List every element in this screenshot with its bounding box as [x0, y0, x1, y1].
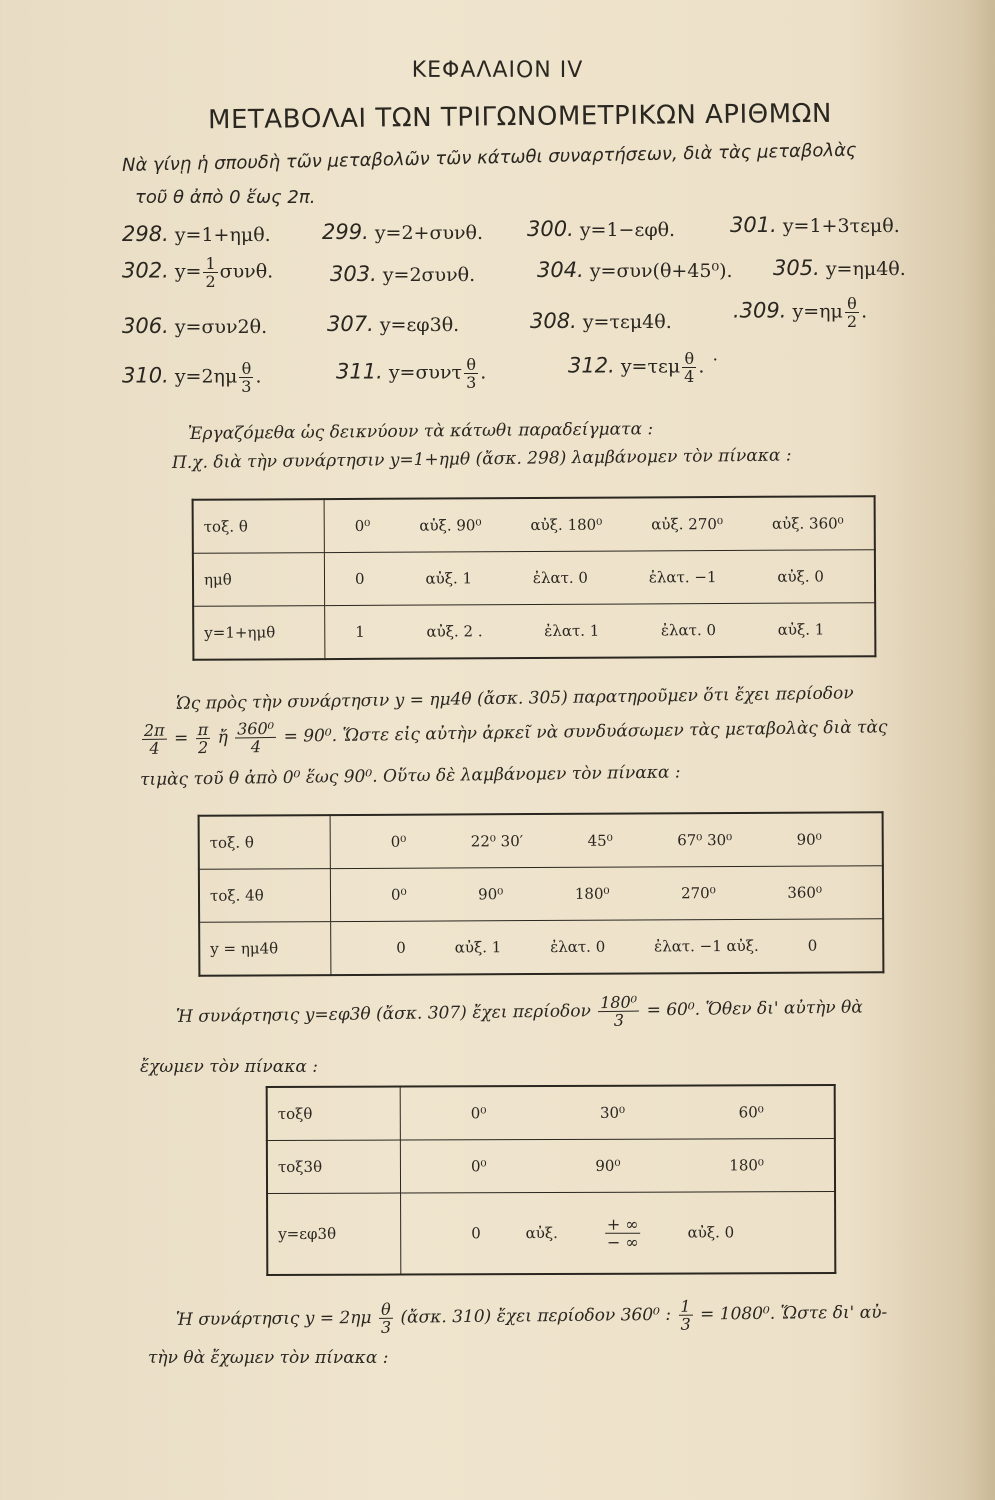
numerator: 2π [143, 720, 165, 740]
row-values [401, 1192, 836, 1275]
exercise-expr: . [861, 300, 868, 323]
cell: 0 [471, 1224, 481, 1243]
table-row [199, 866, 883, 923]
row-values [330, 812, 883, 868]
cell: 22⁰ 30′ [470, 832, 524, 851]
exercise-number: 304. [537, 258, 584, 282]
exercise-expr: y=ημ4θ. [825, 258, 906, 280]
fraction [845, 295, 859, 330]
cell: αὐξ. 90⁰ [419, 516, 482, 535]
table-row [193, 603, 875, 660]
exercise-expr: y=1+3τεμθ. [782, 215, 900, 237]
denominator: 3 [613, 1010, 625, 1030]
text-segment: (ἄσκ. 310) ἔχει περίοδον 360⁰ : [400, 1304, 672, 1328]
numerator: 1 [680, 1296, 691, 1316]
cell: αὐξ. 270⁰ [651, 515, 723, 534]
text-method: Ἐργαζόμεθα ὡς δεικνύουν τὰ κάτωθι παραδείγματα : [187, 419, 654, 444]
cell: 0 [396, 938, 406, 957]
fraction [682, 350, 696, 385]
cell: 0⁰ [390, 832, 407, 851]
exercise-299 [322, 220, 483, 244]
exercise-expr: συνθ. [219, 260, 274, 283]
cell: 90⁰ [478, 885, 504, 904]
exercise-301 [730, 213, 900, 237]
chapter-heading: ΚΕΦΑΛΑΙΟΝ IV [411, 58, 584, 83]
exercise-310 [122, 360, 262, 395]
exercise-expr: y=2συνθ. [382, 264, 476, 286]
exercise-312 [568, 350, 720, 385]
cell: ἐλατ. 0 [550, 937, 606, 956]
exercise-expr: y=ημ [792, 300, 843, 323]
numerator: θ [464, 356, 478, 374]
exercise-number: 299. [322, 220, 369, 244]
exercise-306 [122, 314, 267, 338]
minus-infinity: − ∞ [606, 1232, 639, 1252]
text-segment: Ἡ συνάρτησις y=εφ3θ (ἄσκ. 307) ἔχει περίοδον [175, 1001, 591, 1027]
exercise-number: 308. [530, 309, 577, 333]
denominator: 2 [205, 272, 216, 291]
row-values [324, 496, 875, 552]
intro-line-1: Νὰ γίνῃ ἡ σπουδὴ τῶν μεταβολῶν τῶν κάτωθι συναρτήσεων, διὰ τὰς μεταβολὰς [121, 139, 857, 176]
exercise-expr: . [480, 361, 487, 384]
text-segment: Ἡ συνάρτησις y = 2ημ [175, 1307, 372, 1330]
numerator: θ [379, 1301, 393, 1319]
row-values [400, 1139, 835, 1194]
exercise-expr: y=2+συνθ. [374, 222, 484, 244]
table-row [267, 1085, 835, 1140]
exercise-number: 301. [730, 213, 777, 237]
table-row [193, 496, 875, 553]
cell: 0⁰ [470, 1104, 487, 1123]
exercise-309 [733, 295, 867, 330]
table-row [193, 550, 875, 607]
row-header: τοξ. θ [193, 499, 325, 553]
or-word: ἤ [217, 727, 229, 748]
cell: αὐξ. 1 [425, 569, 473, 588]
table-y-sin-4theta [198, 811, 885, 977]
text-tan-table-intro: ἔχωμεν τὸν πίνακα : [140, 1057, 318, 1077]
exercise-311 [336, 356, 486, 391]
cell: 180⁰ [729, 1156, 764, 1175]
numerator: 180⁰ [600, 992, 638, 1013]
fraction [464, 356, 478, 391]
text-sin-period [176, 1296, 888, 1338]
numerator: θ [239, 360, 253, 378]
cell: ἐλατ. −1 [648, 568, 717, 587]
exercise-number: 310. [122, 363, 169, 388]
denominator: 3 [241, 377, 252, 396]
exercise-number: 300. [527, 217, 574, 241]
row-values [400, 1085, 835, 1140]
fraction [142, 722, 167, 757]
denominator: 2 [197, 737, 209, 758]
text-sin-table-intro: τὴν θὰ ἔχωμεν τὸν πίνακα : [148, 1348, 389, 1368]
intro-line-2: τοῦ θ ἀπὸ 0 ἕως 2π. [135, 187, 316, 208]
exercise-expr: y=τεμ4θ. [582, 311, 672, 333]
plus-infinity: + ∞ [606, 1214, 639, 1234]
fraction [678, 1298, 693, 1333]
fraction [235, 720, 276, 756]
numerator: θ [845, 295, 859, 313]
table-row [199, 919, 883, 976]
numerator: π [197, 719, 209, 740]
cell: 360⁰ [787, 883, 822, 902]
text-example-298: Π.χ. διὰ τὴν συνάρτησιν y=1+ημθ (ἄσκ. 298) λαμβάνομεν τὸν πίνακα : [171, 445, 792, 473]
row-header: y = ημ4θ [199, 922, 331, 976]
exercise-expr: y=συν(θ+45⁰). [589, 260, 733, 282]
row-values [330, 866, 883, 922]
exercise-number: 307. [327, 312, 374, 336]
exercise-302 [122, 255, 273, 290]
denominator: 2 [846, 312, 858, 331]
cell: 1 [355, 622, 365, 641]
cell: αὐξ. 1 [454, 938, 502, 957]
exercise-number: 298. [122, 222, 169, 246]
cell: αὐξ. 0 [777, 567, 824, 586]
cell: 0⁰ [354, 516, 371, 535]
denominator: 3 [680, 1314, 691, 1334]
cell: ἐλατ. 1 [544, 621, 600, 640]
cell: 180⁰ [574, 884, 610, 903]
exercise-expr: . ˙ [698, 355, 720, 378]
row-header: τοξθ [267, 1087, 401, 1141]
fraction [379, 1301, 394, 1336]
cell: αὐξ. 2 . [426, 622, 483, 641]
exercise-number: 305. [773, 256, 820, 280]
fraction [239, 360, 253, 395]
row-header: y=1+ημθ [193, 606, 325, 660]
cell: 90⁰ [595, 1156, 621, 1175]
exercise-305 [773, 256, 906, 280]
row-values [325, 603, 876, 659]
exercise-304 [537, 258, 733, 282]
cell: αὐξ. 180⁰ [530, 515, 603, 535]
numerator: 360⁰ [236, 718, 275, 739]
numerator: θ [682, 350, 696, 368]
exercise-298 [122, 222, 271, 246]
fraction [195, 721, 210, 756]
exercise-300 [527, 217, 675, 241]
text-period-line-1: Ὡς πρὸς τὴν συνάρτησιν y = ημ4θ (ἄσκ. 305) παρατηροῦμεν ὅτι ἔχει περίοδον [175, 683, 854, 714]
table-y-tan-3theta [266, 1084, 837, 1276]
exercise-number: 306. [122, 314, 169, 338]
exercise-number: 311. [336, 359, 383, 384]
exercise-expr: y=1+ημθ. [174, 224, 271, 246]
cell: 30⁰ [599, 1103, 626, 1122]
cell: αὐξ. [525, 1223, 558, 1243]
cell: αὐξ. 360⁰ [771, 514, 844, 533]
table-row [267, 1139, 835, 1194]
table-y-1-plus-sin [192, 495, 877, 661]
denominator: 3 [466, 373, 477, 392]
denominator: 4 [684, 367, 695, 386]
infinity-fraction [605, 1215, 641, 1250]
exercise-number: .309. [733, 298, 787, 323]
cell: 0⁰ [470, 1157, 487, 1176]
exercise-expr: y=τεμ [620, 355, 681, 378]
cell: ἐλατ. 0 [660, 621, 717, 640]
denominator: 4 [250, 737, 262, 757]
exercise-expr: . [255, 365, 262, 388]
exercise-expr: y=1−εφθ. [579, 219, 676, 241]
text-period-line-2 [140, 710, 888, 757]
denominator: 3 [380, 1317, 392, 1337]
text-tan-period [176, 990, 863, 1035]
row-header: y=εφ3θ [267, 1193, 401, 1275]
text-segment: = 60⁰. Ὅθεν δι' αὐτὴν θὰ [646, 997, 863, 1021]
cell: ἐλατ. −1 αὐξ. [654, 936, 759, 956]
fraction [203, 255, 217, 290]
exercise-expr: y= [174, 260, 202, 283]
cell: 60⁰ [738, 1103, 764, 1122]
exercise-number: 303. [330, 262, 377, 286]
cell: 45⁰ [587, 831, 613, 850]
numerator: 1 [205, 254, 216, 273]
chapter-title: ΜΕΤΑΒΟΛΑΙ ΤΩΝ ΤΡΙΓΩΝΟΜΕΤΡΙΚΩΝ ΑΡΙΘΜΩΝ [207, 98, 833, 136]
exercise-303 [330, 262, 475, 286]
denominator: 4 [149, 738, 160, 758]
row-header: τοξ3θ [267, 1140, 401, 1193]
exercise-307 [327, 312, 459, 336]
text-continuation: = 90⁰. Ὥστε εἰς αὐτὴν ἀρκεῖ νὰ συνδυάσωμεν τὰς μεταβολὰς διὰ τὰς [283, 717, 888, 747]
text-period-line-3: τιμὰς τοῦ θ ἀπὸ 0⁰ ἕως 90⁰. Οὕτω δὲ λαμβάνομεν τὸν πίνακα : [139, 762, 681, 790]
text-segment: = 1080⁰. Ὥστε δι' αὐ- [699, 1302, 888, 1325]
cell: ἐλατ. 0 [532, 568, 589, 588]
exercise-308 [530, 309, 672, 333]
cell: 90⁰ [796, 830, 822, 849]
exercise-expr: y=2ημ [174, 365, 238, 388]
table-row [199, 812, 883, 869]
exercise-expr: y=συν2θ. [174, 316, 268, 338]
exercise-expr: y=εφ3θ. [379, 314, 460, 336]
exercise-number: 302. [122, 258, 169, 283]
cell: 0⁰ [390, 885, 407, 904]
equals-sign: = [173, 728, 189, 749]
exercise-number: 312. [568, 353, 615, 378]
row-header: τοξ. θ [199, 815, 331, 869]
exercise-expr: y=συντ [388, 361, 463, 384]
row-header: τοξ. 4θ [199, 869, 331, 923]
fraction [598, 994, 639, 1030]
cell: 0 [807, 936, 818, 955]
row-header: ημθ [193, 553, 325, 607]
cell: 67⁰ 30⁰ [677, 830, 733, 850]
table-row [267, 1192, 835, 1275]
row-values [324, 550, 875, 606]
cell: αὐξ. 1 [777, 620, 825, 639]
row-values [331, 919, 884, 975]
cell: αὐξ. 0 [687, 1223, 735, 1242]
cell: 0 [354, 569, 365, 588]
cell: 270⁰ [681, 884, 716, 903]
